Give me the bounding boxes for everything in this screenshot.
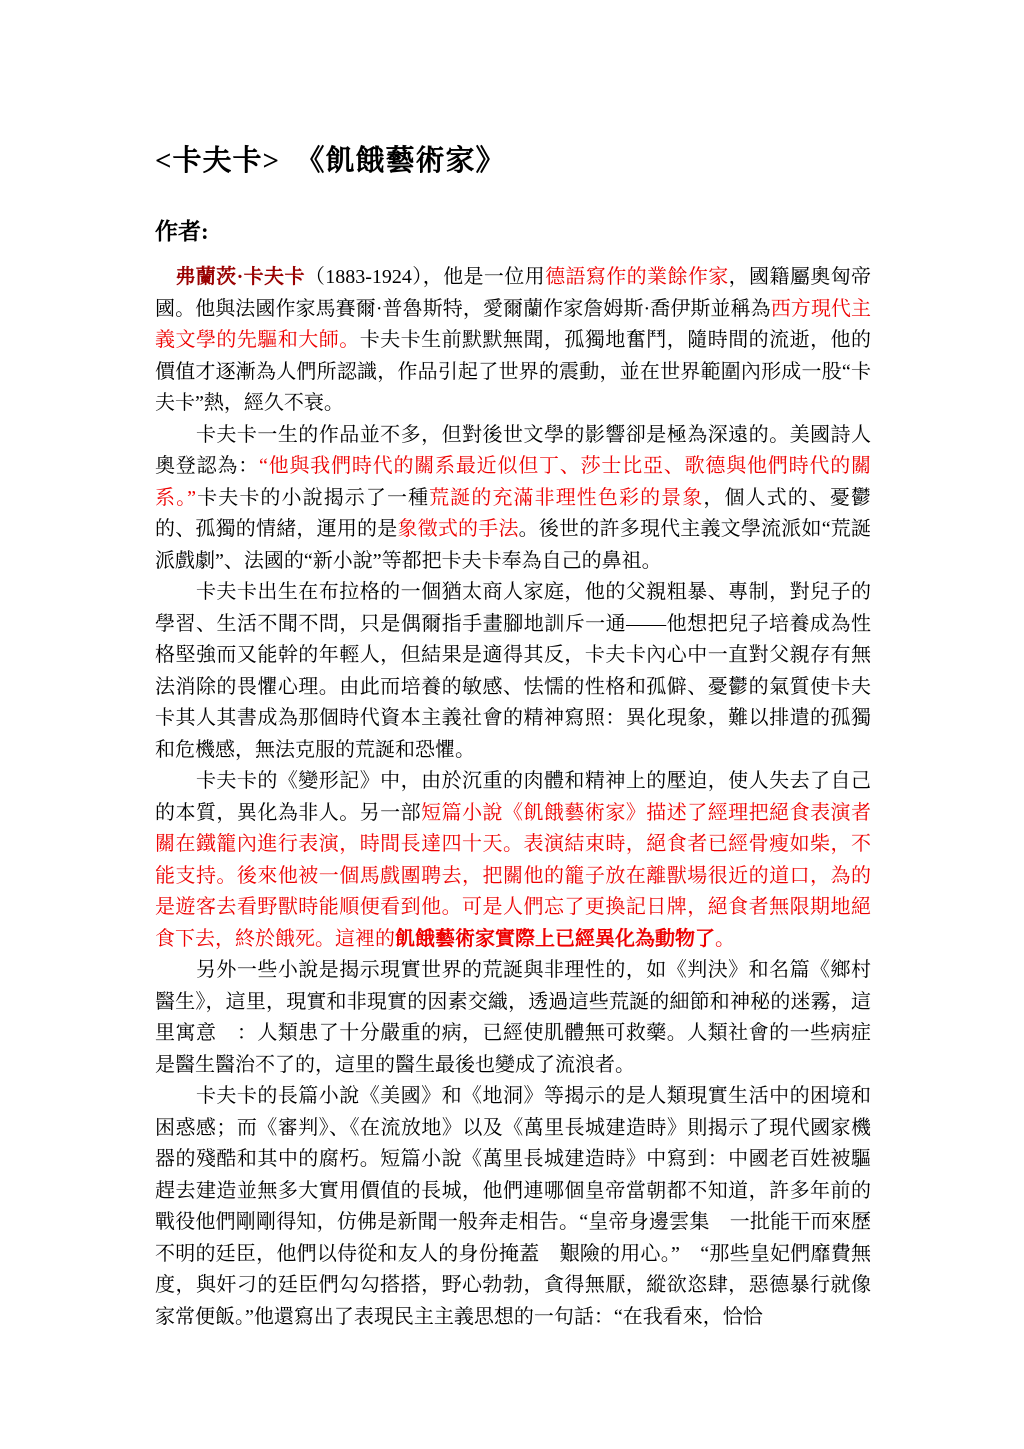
- text-run: 卡夫卡出生在布拉格的一個猶太商人家庭，他的父親粗暴、專制，對兒子的學習、生活不聞不問，只是偶爾指手畫腳地訓斥一通——他想把兒子培養成為性格堅強而又能幹的年輕人，但結果是適得其反，卡夫卡內心中一直對父親存有無法消除的畏懼心理。由此而培養的敏感、怯懦的性格和孤僻、憂鬱的氣質使卡夫卡其人其書成為那個時代資本主義社會的精神寫照：異化現象，難以排遣的孤獨和危機感，無法克服的荒誕和恐懼。: [155, 581, 871, 761]
- text-run: 卡夫卡的《變形記》中，由於沉重的肉體和精神上的壓迫，使人失去了自己的本質，異化為非人。另一部: [155, 770, 871, 824]
- document-body: [155, 262, 871, 1333]
- text-run: ，國籍屬奧匈帝國。他與法國作家馬賽爾·普魯斯特，愛爾蘭作家詹姆斯·喬伊斯並稱為: [155, 266, 872, 320]
- text-run: 德語寫作的業餘作家: [545, 266, 729, 288]
- document-title: <卡夫卡> 《飢餓藝術家》: [155, 145, 506, 177]
- paragraph: [155, 1081, 871, 1333]
- text-run: （1883-1924），他是一位用: [304, 266, 546, 288]
- paragraph: [155, 766, 871, 955]
- paragraph: [155, 262, 871, 420]
- text-run: 弗蘭茨·卡夫卡: [155, 266, 305, 288]
- text-run: 。後世的許多現代主義文學流派如“荒誕派戲劇”、法國的“新小說”等都把卡夫卡奉為自己的鼻祖。: [155, 518, 871, 572]
- text-run: 卡夫卡的長篇小說《美國》和《地洞》等揭示的是人類現實生活中的困境和困惑感；而《審判》、《在流放地》以及《萬里長城建造時》則揭示了現代國家機器的殘酷和其中的腐朽。短篇小說《萬里長城建造時》中寫到：中國老百姓被驅趕去建造並無多大實用價值的長城，他們連哪個皇帝當朝都不知道，許多年前的戰役他們剛剛得知，仿佛是新聞一般奔走相告。“皇帝身邊雲集 一批能干而來歷不明的廷臣，他們以侍從和友人的身份掩蓋 艱險的用心。” “那些皇妃們靡費無度，與奸刁的廷臣們勾勾搭搭，野心勃勃，貪得無厭，縱欲恣肆，惡德暴行就像家常便飯。”他還寫出了表現民主主義思想的一句話：“在我看來，恰恰: [155, 1085, 871, 1328]
- text-run: 另外一些小說是揭示現實世界的荒誕與非理性的，如《判決》和名篇《鄉村醫生》，這里，現實和非現實的因素交織，透過這些荒誕的細節和神秘的迷霧，這里寓意 ：人類患了十分嚴重的病，已經使肌體無可救藥。人類社會的一些病症是醫生醫治不了的，這里的醫生最後也變成了流浪者。: [155, 959, 871, 1076]
- text-run: 飢餓藝術家實際上已經異化為動物了: [395, 927, 715, 950]
- paragraph: [155, 955, 871, 1081]
- text-run: 卡夫卡的小說揭示了一種: [196, 486, 430, 509]
- text-run: ，個人式的、憂鬱的、孤獨的情緒，運用的是: [155, 486, 872, 540]
- paragraph: [155, 420, 871, 578]
- text-run: 卡夫卡一生的作品並不多，但對後世文學的影響卻是極為深遠的。美國詩人奧登認為：: [155, 423, 871, 477]
- text-run: 西方現代主義文學的先驅和大師。: [155, 297, 871, 351]
- text-run: 短篇小說《飢餓藝術家》描述了經理把絕食表演者關在鐵籠內進行表演，時間長達四十天。表演結束時，絕食者已經骨瘦如柴，不能支持。後來他被一個馬戲團聘去，把關他的籠子放在離獸場很近的道口，為的是遊客去看野獸時能順便看到他。可是人們忘了更換記日牌，絕食者無限期地絕食下去，終於餓死。這裡的: [155, 801, 872, 950]
- paragraph: [155, 577, 871, 766]
- document-page: [155, 138, 871, 1333]
- text-run: “他與我們時代的關系最近似但丁、莎士比亞、歌德與他們時代的關系。”: [155, 455, 871, 509]
- text-run: 。: [715, 927, 735, 950]
- text-run: 卡夫卡生前默默無聞，孤獨地奮鬥，隨時間的流逝，他的價值才逐漸為人們所認識，作品引起了世界的震動，並在世界範圍內形成一股“卡夫卡”熱，經久不衰。: [155, 329, 872, 414]
- text-run: 象徵式的手法: [397, 518, 519, 540]
- author-label: 作者:: [155, 219, 209, 244]
- text-run: 荒誕的充滿非理性色彩的景象: [429, 486, 704, 509]
